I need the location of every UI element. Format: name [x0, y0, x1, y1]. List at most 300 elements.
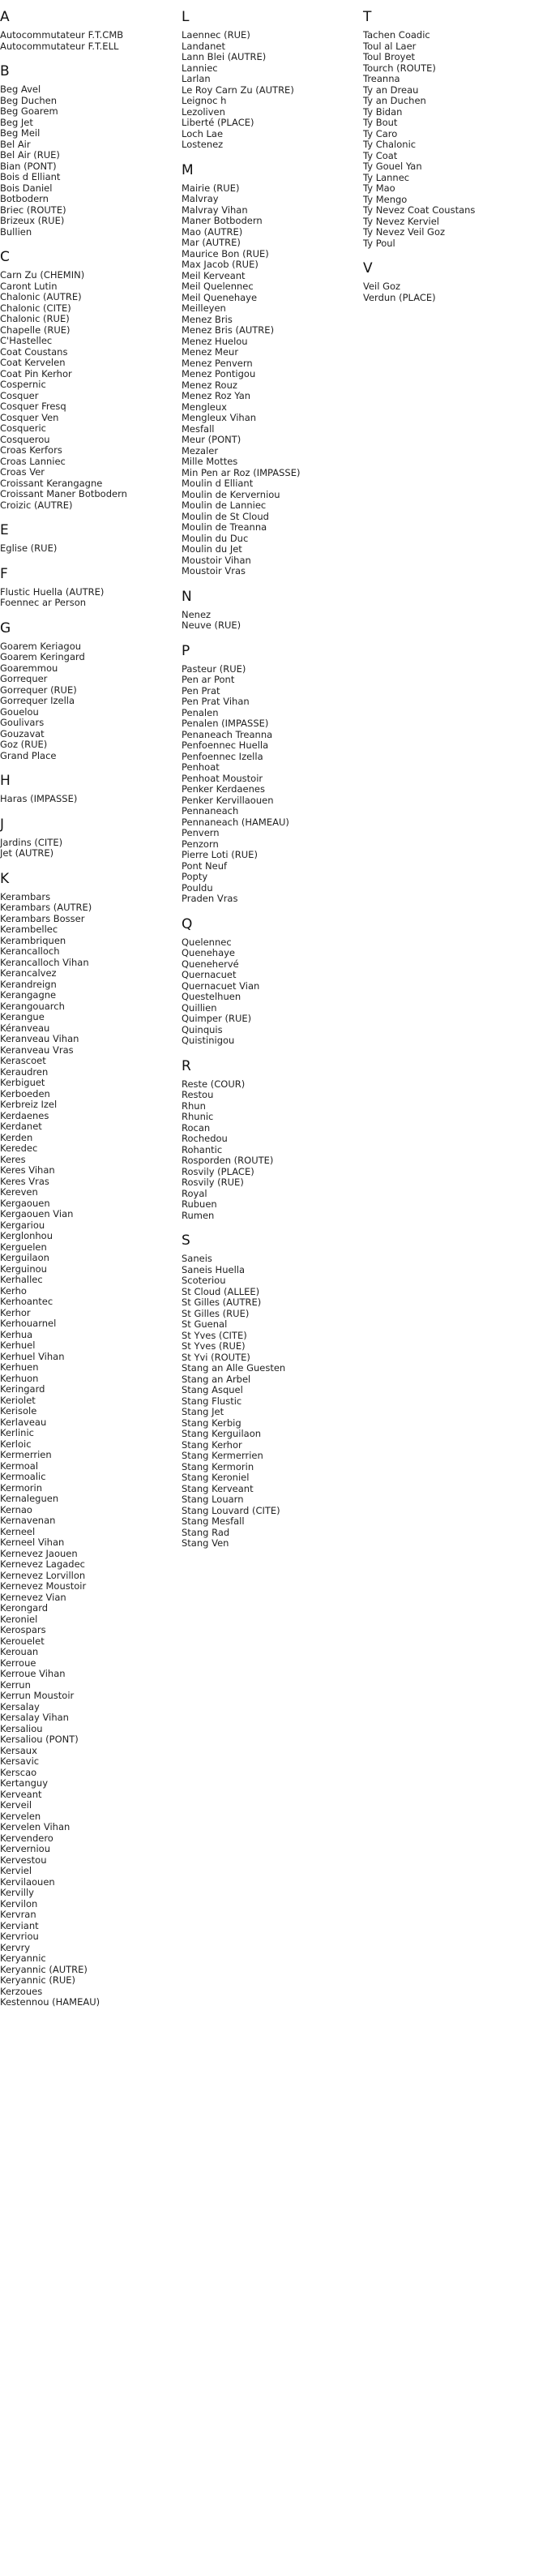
street-name: Saneis Huella — [182, 1263, 246, 1275]
street-name: Kerhuen — [0, 1361, 39, 1373]
street-name: Moulin du Jet — [182, 543, 242, 555]
street-name: Keres Vras — [0, 1175, 49, 1187]
street-name: Tachen Coadic — [363, 29, 430, 41]
street-name: Mao (AUTRE) — [182, 225, 243, 238]
street-name: Goaremmou — [0, 662, 58, 674]
street-name: Kerverniou — [0, 1843, 50, 1854]
street-name: Kerviel — [0, 1865, 32, 1876]
street-name: Stang Louvard (CITE) — [182, 1504, 280, 1516]
street-name: Kerouelet — [0, 1635, 45, 1647]
street-name: St Yves (CITE) — [182, 1329, 247, 1341]
street-name: Stang Rad — [182, 1526, 230, 1538]
letter-heading: V — [363, 260, 373, 276]
street-name: Penhoat Moustoir — [182, 772, 263, 784]
street-name: Stang Mesfall — [182, 1515, 245, 1527]
street-name: Rumen — [182, 1209, 215, 1221]
street-name: Mengleux — [182, 401, 227, 413]
street-name: Kersalay — [0, 1700, 40, 1712]
street-name: Moulin d Elliant — [182, 478, 254, 489]
street-name: Verdun (PLACE) — [363, 291, 436, 303]
letter-group — [0, 609, 182, 762]
street-name: Kersalay Vihan — [0, 1712, 69, 1723]
street-name: Penhoat — [182, 761, 220, 773]
street-name: Goz (RUE) — [0, 739, 48, 750]
street-name: Stang Flustic — [182, 1395, 242, 1407]
street-name: Bois Daniel — [0, 182, 53, 194]
letter-group — [0, 555, 182, 609]
street-name: Menez Rouz — [182, 379, 237, 391]
street-name: Lostenez — [182, 139, 224, 150]
street-name: Veil Goz — [363, 281, 401, 292]
street-name: Lezoliven — [182, 105, 225, 118]
street-name: Kervilaouen — [0, 1875, 55, 1888]
street-name: Ty Caro — [363, 127, 398, 139]
street-name: Penvern — [182, 827, 220, 838]
street-name: Menez Meur — [182, 346, 239, 358]
letter-group — [182, 1221, 364, 1549]
letter-group — [0, 511, 182, 555]
street-name: Loch Lae — [182, 127, 224, 139]
street-name: Kerlaveau — [0, 1416, 47, 1428]
street-name: Goulivars — [0, 717, 45, 728]
street-name: Bian (PONT) — [0, 160, 57, 172]
street-name: Rhun — [182, 1099, 206, 1112]
street-name: Kerneel Vihan — [0, 1537, 65, 1548]
street-name: Moustoir Vihan — [182, 554, 251, 566]
street-name: Beg Jet — [0, 116, 33, 128]
street-name: Keranveau Vras — [0, 1044, 74, 1056]
street-name: Mezaler — [182, 444, 219, 456]
street-name: Quimper (RUE) — [182, 1013, 252, 1024]
street-name: Menez Bris — [182, 313, 233, 325]
street-list — [363, 30, 545, 249]
street-name: Flustic Huella (AUTRE) — [0, 585, 105, 598]
street-name: St Guenal — [182, 1318, 228, 1330]
street-name: Quistinigou — [182, 1035, 235, 1046]
street-name: Ty Bout — [363, 117, 398, 128]
letter-heading: B — [0, 63, 10, 79]
street-name: Stang Kerveant — [182, 1482, 254, 1494]
street-name: Croas Lanniec — [0, 455, 66, 467]
street-name: Kervelen — [0, 1810, 41, 1822]
street-name: Haras (IMPASSE) — [0, 793, 78, 804]
street-name: Meil Kerveant — [182, 269, 246, 281]
street-name: Coat Coustans — [0, 345, 68, 358]
street-name: Penalen — [182, 706, 219, 718]
street-name: Goarem Keringard — [0, 651, 85, 662]
street-name: Croissant Kerangagne — [0, 477, 103, 489]
letter-group — [0, 0, 182, 52]
street-name: Treanna — [363, 73, 400, 84]
letter-group — [182, 0, 364, 151]
street-name: Kernevez Moustoir — [0, 1580, 87, 1592]
column-3 — [363, 0, 545, 303]
street-name: Liberté (PLACE) — [182, 117, 254, 128]
street-name: Keres — [0, 1153, 26, 1165]
street-name: Quillien — [182, 1001, 217, 1014]
street-name: Gorrequer Izella — [0, 695, 75, 706]
street-name: Coat Pin Kerhor — [0, 367, 72, 379]
street-list — [0, 84, 182, 238]
letter-heading: R — [182, 1057, 191, 1074]
street-list — [0, 892, 182, 2008]
street-name: Ty Nevez Veil Goz — [363, 226, 446, 238]
street-name: Moulin du Duc — [182, 532, 249, 544]
street-list — [182, 1079, 364, 1222]
street-name: Le Roy Carn Zu (AUTRE) — [182, 84, 294, 96]
street-name: Kerdanet — [0, 1121, 42, 1132]
letter-heading: H — [0, 773, 11, 789]
street-name: Max Jacob (RUE) — [182, 259, 259, 270]
letter-heading: L — [182, 9, 190, 25]
street-name: Bel Air — [0, 138, 31, 150]
street-name: Goarem Keriagou — [0, 640, 82, 652]
street-name: Kerrun — [0, 1678, 31, 1691]
street-list — [182, 1254, 364, 1549]
street-name: Kerhouarnel — [0, 1318, 57, 1329]
street-name: Kervilon — [0, 1897, 38, 1909]
letter-heading: A — [0, 9, 10, 25]
street-name: Briec (ROUTE) — [0, 204, 66, 216]
street-name: Kerdaenes — [0, 1109, 49, 1121]
street-name: Kernevez Vian — [0, 1591, 66, 1603]
street-name: Kerambars — [0, 890, 51, 902]
street-name: Foennec ar Person — [0, 597, 87, 608]
street-name: Pen Prat Vihan — [182, 696, 250, 707]
street-name: Praden Vras — [182, 893, 238, 904]
street-name: Kerhuel Vihan — [0, 1350, 65, 1362]
street-name: Kervran — [0, 1909, 36, 1920]
street-name: Maner Botbodern — [182, 215, 263, 226]
street-name: Kerambars (AUTRE) — [0, 902, 92, 913]
street-name: Jet (AUTRE) — [0, 847, 54, 859]
street-name: Quernacuet — [182, 969, 237, 980]
street-name: Botbodern — [0, 193, 49, 204]
street-name: Kervilly — [0, 1887, 34, 1898]
street-name: Kernao — [0, 1503, 32, 1515]
street-name: Mesfall — [182, 422, 215, 435]
street-name: Moulin de St Cloud — [182, 510, 269, 522]
street-name: Brizeux (RUE) — [0, 215, 65, 226]
letter-heading: G — [0, 619, 11, 636]
street-name: Menez Huelou — [182, 335, 248, 347]
street-name: Kerbreiz Izel — [0, 1099, 58, 1110]
street-name: Ty an Dreau — [363, 84, 419, 96]
street-name: Beg Goarem — [0, 105, 58, 117]
letter-heading: T — [363, 9, 372, 25]
street-name: Kernevez Lorvillon — [0, 1569, 86, 1581]
street-name: Stang Keroniel — [182, 1472, 250, 1483]
street-name: Quenehaye — [182, 947, 235, 958]
street-name: Kergaouen Vian — [0, 1208, 74, 1219]
street-name: Autocommutateur F.T.CMB — [0, 29, 124, 41]
street-name: Stang Kerguilaon — [182, 1428, 262, 1439]
street-name: Mairie (RUE) — [182, 182, 240, 194]
street-name: Ty Mao — [363, 182, 395, 194]
street-name: Menez Roz Yan — [182, 390, 251, 401]
street-name: Pennaneach (HAMEAU) — [182, 816, 289, 828]
letter-heading: Q — [182, 915, 193, 932]
street-name: Maurice Bon (RUE) — [182, 247, 269, 259]
street-name: Caront Lutin — [0, 280, 58, 292]
street-name: Kerguilaon — [0, 1252, 49, 1263]
street-name: Kerambellec — [0, 924, 58, 935]
street-name: Kervelen Vihan — [0, 1821, 71, 1832]
street-name: Cosquer Fresq — [0, 401, 66, 412]
street-name: Kerisole — [0, 1405, 37, 1417]
street-name: Royal — [182, 1187, 207, 1199]
street-name: Chapelle (RUE) — [0, 324, 71, 336]
letter-group — [363, 249, 545, 303]
street-name: Kerhuel — [0, 1339, 36, 1351]
street-name: Kerongard — [0, 1602, 49, 1614]
street-name: Kereven — [0, 1186, 38, 1198]
street-name: C'Hastellec — [0, 335, 53, 346]
street-name: Kerancalloch — [0, 945, 60, 957]
letter-heading: J — [0, 816, 5, 833]
letter-heading: S — [182, 1232, 190, 1249]
street-name: Kerho — [0, 1284, 27, 1297]
street-name: Kestennou (HAMEAU) — [0, 1996, 100, 2008]
street-name: Rocan — [182, 1121, 211, 1134]
street-list — [0, 794, 182, 805]
street-name: Laennec (RUE) — [182, 29, 250, 41]
street-name: Malvray Vihan — [182, 204, 248, 216]
street-name: Kerouan — [0, 1646, 39, 1657]
street-name: Beg Duchen — [0, 94, 58, 106]
street-name: Penker Kervillaouen — [182, 794, 274, 806]
street-name: Pennaneach — [182, 805, 239, 817]
street-name: Kerhuon — [0, 1372, 39, 1384]
street-name: Neuve (RUE) — [182, 619, 241, 631]
street-name: Ty an Duchen — [363, 95, 426, 106]
street-name: Ty Nevez Kerviel — [363, 215, 439, 227]
street-name: Scoteriou — [182, 1275, 226, 1286]
street-name: Keredec — [0, 1142, 38, 1154]
street-list — [0, 641, 182, 762]
street-name: Ty Poul — [363, 237, 395, 249]
street-name: Kerviant — [0, 1919, 39, 1931]
street-name: Coat Kervelen — [0, 357, 66, 368]
street-name: Kerscao — [0, 1766, 37, 1778]
street-name: Rubuen — [182, 1198, 217, 1210]
street-name: Kerloic — [0, 1438, 32, 1450]
street-name: Kernavenan — [0, 1515, 56, 1526]
street-name: Kertanguy — [0, 1777, 49, 1789]
street-name: Pierre Loti (RUE) — [182, 849, 258, 860]
street-name: Tourch (ROUTE) — [363, 62, 436, 74]
street-name: Stang Jet — [182, 1406, 224, 1417]
street-name: Bois d Elliant — [0, 171, 61, 182]
street-name: Pen ar Pont — [182, 674, 235, 685]
street-name: Kernevez Jaouen — [0, 1547, 78, 1559]
street-name: Malvray — [182, 193, 219, 204]
street-name: Menez Penvern — [182, 357, 253, 369]
street-name: Kerbiguet — [0, 1077, 45, 1088]
street-name: Cosquerou — [0, 433, 50, 445]
street-name: St Yves (RUE) — [182, 1340, 246, 1352]
street-name: Pasteur (RUE) — [182, 662, 246, 675]
street-name: Nenez — [182, 608, 212, 620]
street-name: Kerguinou — [0, 1262, 47, 1275]
letter-group — [182, 577, 364, 632]
street-name: Ty Chalonic — [363, 139, 417, 150]
street-name: Kermoal — [0, 1459, 39, 1472]
street-list — [182, 664, 364, 905]
street-name: Keriolet — [0, 1394, 36, 1406]
street-name: Reste (COUR) — [182, 1078, 246, 1090]
street-name: Kéranveau — [0, 1022, 50, 1034]
street-list — [182, 183, 364, 577]
street-name: Lanniec — [182, 62, 218, 74]
street-name: Gouelou — [0, 705, 39, 718]
street-name: Keraudren — [0, 1065, 49, 1078]
street-name: Keranveau Vihan — [0, 1033, 79, 1044]
street-name: Gorrequer — [0, 673, 48, 684]
street-name: Stang Ven — [182, 1537, 229, 1549]
street-name: Kerlinic — [0, 1427, 34, 1438]
street-list — [0, 838, 182, 859]
street-list — [0, 543, 182, 555]
letter-heading: K — [0, 870, 10, 887]
street-name: Moulin de Treanna — [182, 521, 267, 533]
street-name: Chalonic (RUE) — [0, 313, 70, 324]
street-name: Penfoennec Huella — [182, 739, 269, 751]
street-name: Ty Mengo — [363, 193, 408, 205]
street-name: Kerveil — [0, 1799, 32, 1811]
street-name: Kernaleguen — [0, 1493, 59, 1504]
street-name: Bel Air (RUE) — [0, 149, 60, 161]
street-name: Menez Pontigou — [182, 368, 256, 379]
street-name: Keres Vihan — [0, 1164, 55, 1176]
street-name: Mengleux Vihan — [182, 412, 257, 423]
street-name: Gorrequer (RUE) — [0, 684, 77, 696]
letter-group — [182, 905, 364, 1047]
street-name: Kervendero — [0, 1832, 53, 1844]
street-list — [363, 281, 545, 303]
street-name: Kerangouarch — [0, 1000, 65, 1012]
street-name: Kerguelen — [0, 1241, 47, 1253]
street-name: Kersavic — [0, 1755, 40, 1767]
street-name: Beg Meil — [0, 127, 41, 139]
street-name: Kerangagne — [0, 989, 57, 1001]
street-name: Kerhoantec — [0, 1296, 53, 1307]
street-name: Kernevez Lagadec — [0, 1558, 86, 1570]
street-name: Ty Gouel Yan — [363, 161, 422, 172]
street-name: Stang Asquel — [182, 1384, 243, 1395]
street-name: Meil Quelennec — [182, 281, 254, 292]
letter-heading: M — [182, 161, 194, 178]
street-name: Rohantic — [182, 1143, 223, 1155]
street-name: Ty Nevez Coat Coustans — [363, 204, 476, 216]
street-name: Larlan — [182, 73, 211, 84]
letter-heading: P — [182, 642, 190, 659]
street-name: Kerhor — [0, 1306, 31, 1318]
street-name: Keryannic (AUTRE) — [0, 1963, 88, 1975]
letter-group — [0, 761, 182, 805]
street-name: Autocommutateur F.T.ELL — [0, 40, 119, 52]
letter-heading: N — [182, 588, 192, 605]
letter-heading: F — [0, 565, 8, 582]
letter-group — [182, 632, 364, 905]
letter-group — [0, 238, 182, 511]
letter-heading: E — [0, 522, 9, 538]
street-name: St Gilles (AUTRE) — [182, 1297, 262, 1308]
letter-group — [363, 0, 545, 249]
street-name: Stang Kermorin — [182, 1460, 254, 1472]
street-name: Carn Zu (CHEMIN) — [0, 269, 85, 281]
street-name: Kerascoet — [0, 1055, 46, 1066]
letter-group — [182, 1047, 364, 1222]
street-name: Meil Quenehaye — [182, 291, 258, 303]
street-name: Gouzavat — [0, 727, 45, 739]
street-name: Kerneel — [0, 1525, 36, 1537]
street-name: Rosvily (RUE) — [182, 1177, 244, 1188]
street-name: Keryannic (RUE) — [0, 1974, 76, 1986]
street-name: Kervry — [0, 1941, 31, 1953]
street-name: Rosporden (ROUTE) — [182, 1155, 274, 1166]
street-name: Kerrun Moustoir — [0, 1690, 75, 1701]
street-name: Ty Bidan — [363, 105, 403, 118]
street-name: Cosquer — [0, 389, 39, 401]
street-name: Kerandreign — [0, 978, 57, 990]
street-name: Penfoennec Izella — [182, 750, 263, 762]
street-name: Kergariou — [0, 1219, 45, 1231]
street-name: Beg Avel — [0, 84, 41, 95]
street-name: St Yvi (ROUTE) — [182, 1351, 250, 1363]
street-name: Saneis — [182, 1253, 212, 1264]
letter-group — [0, 52, 182, 238]
street-name: Croizic (AUTRE) — [0, 499, 73, 511]
street-name: Kermoalic — [0, 1471, 46, 1482]
street-name: Chalonic (CITE) — [0, 302, 71, 314]
street-name: Toul Broyet — [363, 51, 416, 62]
street-name: Questelhuen — [182, 991, 241, 1002]
street-name: Toul al Laer — [363, 40, 417, 52]
street-name: Kerancalvez — [0, 967, 57, 979]
street-name: Kervestou — [0, 1854, 47, 1866]
street-name: Stang Kermerrien — [182, 1450, 263, 1461]
street-name: Kermerrien — [0, 1449, 52, 1460]
street-name: Kergaouen — [0, 1197, 50, 1209]
street-name: Landanet — [182, 40, 225, 52]
street-name: Croas Kerfors — [0, 444, 62, 456]
street-name: Chalonic (AUTRE) — [0, 291, 82, 302]
street-name: Penzorn — [182, 838, 219, 850]
street-name: Kersaliou — [0, 1722, 43, 1734]
street-name: Menez Bris (AUTRE) — [182, 324, 275, 336]
letter-heading: C — [0, 249, 10, 265]
street-name: Kerden — [0, 1131, 33, 1143]
street-name: Kerhallec — [0, 1274, 43, 1285]
street-name: Moustoir Vras — [182, 565, 246, 576]
street-name: Cospernic — [0, 379, 46, 390]
street-name: Kermorin — [0, 1481, 43, 1494]
street-name: Stang Kerhor — [182, 1438, 242, 1451]
street-name: Kerhua — [0, 1328, 33, 1340]
street-name: Kerambars Bosser — [0, 912, 85, 924]
street-name: Cosqueric — [0, 422, 46, 434]
street-name: Penker Kerdaenes — [182, 783, 265, 795]
street-name: Keryannic — [0, 1952, 46, 1964]
letter-group — [182, 151, 364, 577]
street-name: Kersaux — [0, 1744, 37, 1756]
street-list — [0, 30, 182, 52]
street-name: Penaneach Treanna — [182, 728, 273, 740]
street-name: Stang an Alle Guesten — [182, 1362, 286, 1374]
street-list — [182, 937, 364, 1047]
street-name: Kerboeden — [0, 1087, 50, 1099]
